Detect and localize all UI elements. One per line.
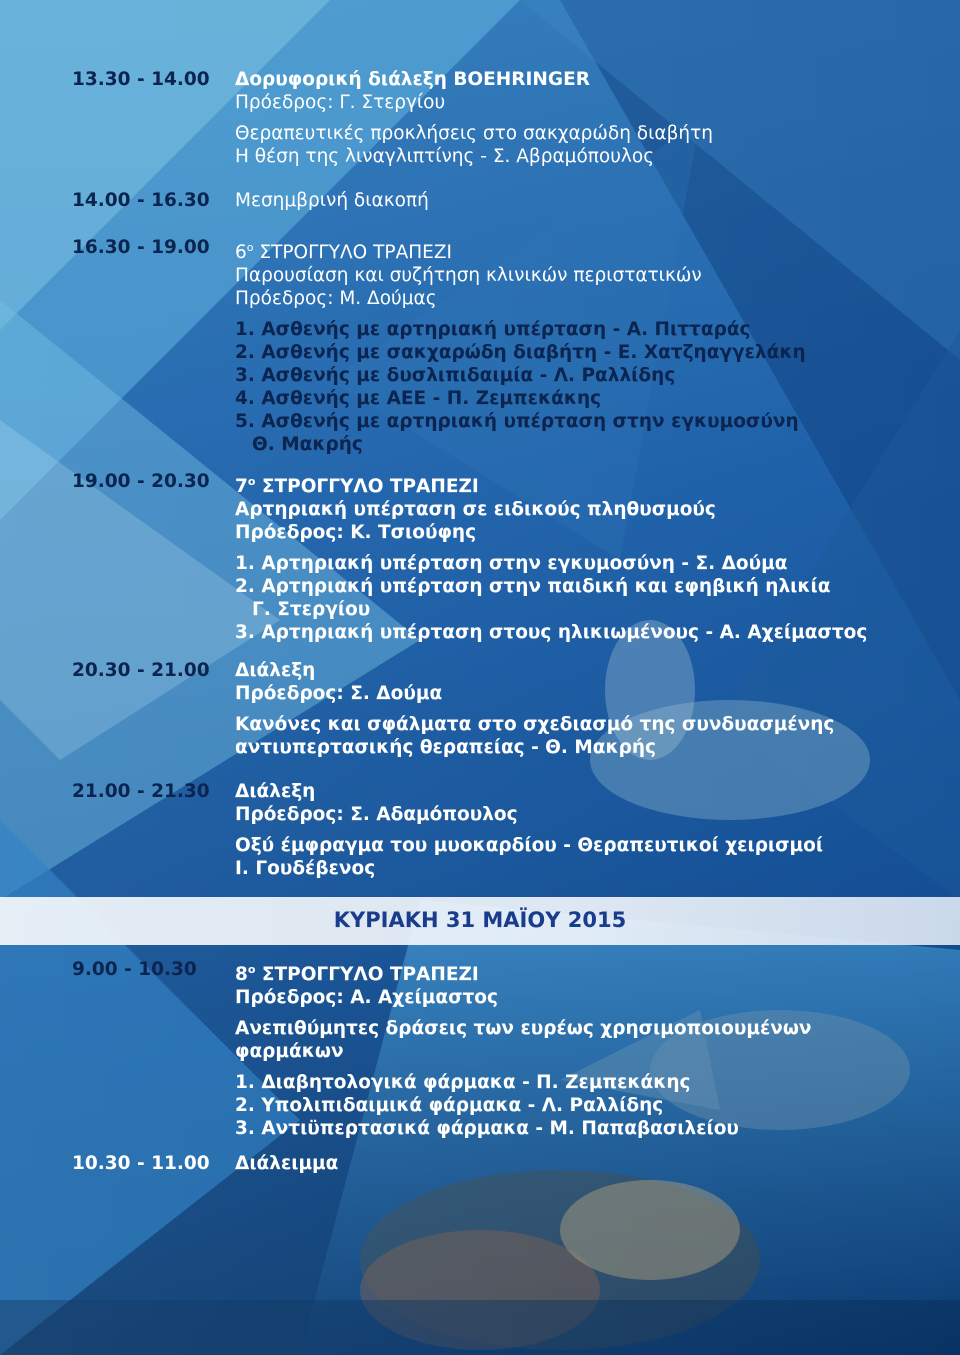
talk-line: αντιυπερτασικής θεραπείας - Θ. Μακρής: [235, 737, 657, 758]
session-title: Διάλειμμα: [235, 1153, 339, 1174]
list-item: 1. Αρτηριακή υπέρταση στην εγκυμοσύνη - Σ. Δούμα: [235, 553, 788, 575]
session-1400: [72, 189, 932, 212]
session-2030: [72, 659, 932, 759]
chair-line: Πρόεδρος: Μ. Δούμας: [235, 288, 437, 310]
talk-line: Οξύ έμφραγμα του μυοκαρδίου - Θεραπευτικοί χειρισμοί: [235, 835, 824, 856]
session-title: $6^o$ ΣΤΡΟΓΓΥΛΟ ΤΡΑΠΕΖΙ: [235, 241, 452, 264]
chair-line: Πρόεδρος: Σ. Αδαμόπουλος: [235, 804, 518, 825]
session-1630: [72, 236, 932, 456]
session-time: 14.00 - 16.30: [72, 190, 210, 211]
session-subtitle: φαρμάκων: [235, 1041, 344, 1063]
session-1030: [72, 1152, 932, 1175]
list-item: 1. Ασθενής με αρτηριακή υπέρταση - Α. Πιτταράς: [235, 319, 751, 341]
session-title: Διάλεξη: [235, 781, 316, 802]
list-item: Θ. Μακρής: [252, 434, 363, 456]
session-subtitle: Παρουσίαση και συζήτηση κλινικών περιστατικών: [235, 265, 702, 287]
day-heading: ΚΥΡΙΑΚΗ 31 ΜΑΪΟΥ 2015: [333, 908, 627, 932]
session-time: 19.00 - 20.30: [72, 471, 210, 492]
session-subtitle: Ανεπιθύμητες δράσεις των ευρέως χρησιμοποιουμένων: [235, 1018, 812, 1040]
list-item: 3. Αντιϋπερτασικά φάρμακα - Μ. Παπαβασιλείου: [235, 1118, 739, 1140]
session-subtitle: Αρτηριακή υπέρταση σε ειδικούς πληθυσμούς: [235, 499, 716, 521]
list-item: 3. Ασθενής με δυσλιπιδαιμία - Λ. Ραλλίδης: [235, 365, 676, 387]
talk-line: Κανόνες και σφάλματα στο σχεδιασμό της συνδυασμένης: [235, 714, 835, 735]
chair-line: Πρόεδρος: Κ. Τσιούφης: [235, 522, 477, 544]
session-title: Μεσημβρινή διακοπή: [235, 190, 429, 211]
session-time: 16.30 - 19.00: [72, 237, 210, 258]
list-item: 5. Ασθενής με αρτηριακή υπέρταση στην εγκυμοσύνη: [235, 411, 799, 433]
session-0900: [72, 958, 932, 1140]
session-1900: [72, 470, 932, 644]
session-title: $8^o$ ΣΤΡΟΓΓΥΛΟ ΤΡΑΠΕΖΙ: [235, 963, 479, 986]
session-time: 20.30 - 21.00: [72, 660, 210, 681]
talk-line: Ι. Γουδέβενος: [235, 858, 376, 879]
chair-line: Πρόεδρος: Γ. Στεργίου: [235, 92, 446, 113]
chair-line: Πρόεδρος: Α. Αχείμαστος: [235, 987, 498, 1009]
list-item: 3. Αρτηριακή υπέρταση στους ηλικιωμένους - Α. Αχείμαστος: [235, 622, 868, 644]
session-time: 13.30 - 14.00: [72, 69, 210, 90]
session-title: $7^o$ ΣΤΡΟΓΓΥΛΟ ΤΡΑΠΕΖΙ: [235, 475, 479, 498]
talk-line: Θεραπευτικές προκλήσεις στο σακχαρώδη διαβήτη: [235, 123, 713, 144]
list-item: 2. Αρτηριακή υπέρταση στην παιδική και εφηβική ηλικία: [235, 576, 831, 598]
list-item: Γ. Στεργίου: [252, 599, 371, 621]
session-title: Δορυφορική διάλεξη BOEHRINGER: [235, 69, 590, 90]
session-time: 10.30 - 11.00: [72, 1153, 210, 1174]
talk-line: Η θέση της λιναγλιπτίνης - Σ. Αβραμόπουλος: [235, 146, 655, 167]
list-item: 1. Διαβητολογικά φάρμακα - Π. Ζεμπεκάκης: [235, 1072, 691, 1094]
session-1330: [72, 68, 932, 168]
list-item: 2. Υπολιπιδαιμικά φάρμακα - Λ. Ραλλίδης: [235, 1095, 664, 1117]
list-item: 4. Ασθενής με ΑΕΕ - Π. Ζεμπεκάκης: [235, 388, 602, 410]
chair-line: Πρόεδρος: Σ. Δούμα: [235, 683, 443, 704]
session-time: 21.00 - 21.30: [72, 781, 210, 802]
session-time: 9.00 - 10.30: [72, 959, 197, 980]
session-2100: [72, 780, 932, 880]
session-title: Διάλεξη: [235, 660, 316, 681]
list-item: 2. Ασθενής με σακχαρώδη διαβήτη - Ε. Χατζηαγγελάκη: [235, 342, 806, 364]
